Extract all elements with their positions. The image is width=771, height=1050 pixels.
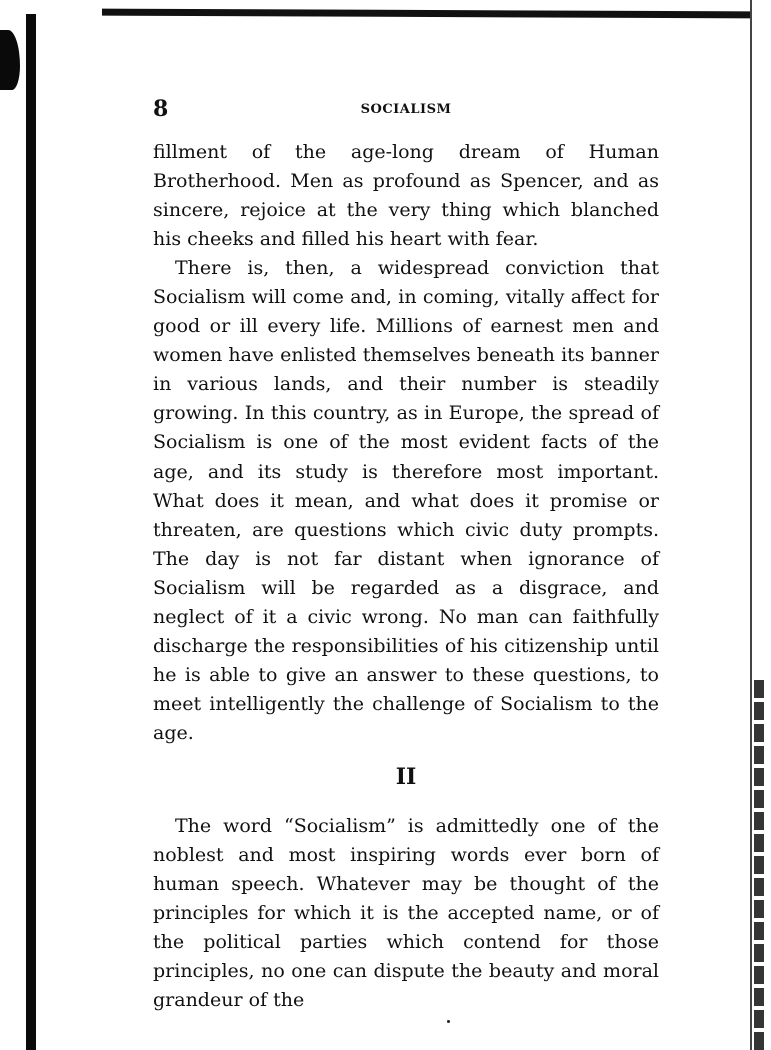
scan-right-bar bbox=[754, 680, 764, 1050]
scan-speck bbox=[447, 1020, 450, 1023]
page-number: 8 bbox=[153, 96, 169, 122]
paragraph-continued: fillment of the age-long dream of Human Brotherhood. Men as profound as Spencer, and as sincere, rejoice at the very thing which blanched his cheeks and filled his heart with fear. bbox=[153, 141, 659, 251]
paragraph: There is, then, a widespread conviction that Socialism will come and, in coming, vitally affect for good or ill every life. Millions of earnest men and women have enlisted themselves beneath its banner in various lands, and their number is steadily growing. In this country, as in Europe, the spread of Socialism is one of the most evident facts of the age, and its study is therefore most important. What does it mean, and what does it promise or threaten, are questions which civic duty prompts. The day is not far distant when ignorance of Socialism will be regarded as a disgrace, and neglect of it a civic wrong. No man can faithfully discharge the responsibilities of his citizenship until he is able to give an answer to these questions, to meet intelligently the challenge of Socialism to the age. bbox=[153, 257, 659, 744]
scan-left-edge bbox=[0, 0, 37, 1050]
scan-blot bbox=[0, 30, 20, 90]
running-head bbox=[153, 92, 659, 126]
scan-right-edge bbox=[750, 0, 752, 1050]
paragraph: The word “Socialism” is admittedly one of the noblest and most inspiring words ever born of human speech. Whatever may be thought of the principles for which it is the accepted name, or of the political parties which contend for those principles, no one can dispute the beauty and moral grandeur of the bbox=[153, 814, 659, 1012]
running-title: SOCIALISM bbox=[360, 102, 452, 117]
book-page bbox=[153, 92, 659, 1015]
scan-top-edge bbox=[102, 9, 752, 19]
section-heading: II bbox=[395, 763, 417, 790]
scan-left-bar bbox=[26, 14, 36, 1050]
